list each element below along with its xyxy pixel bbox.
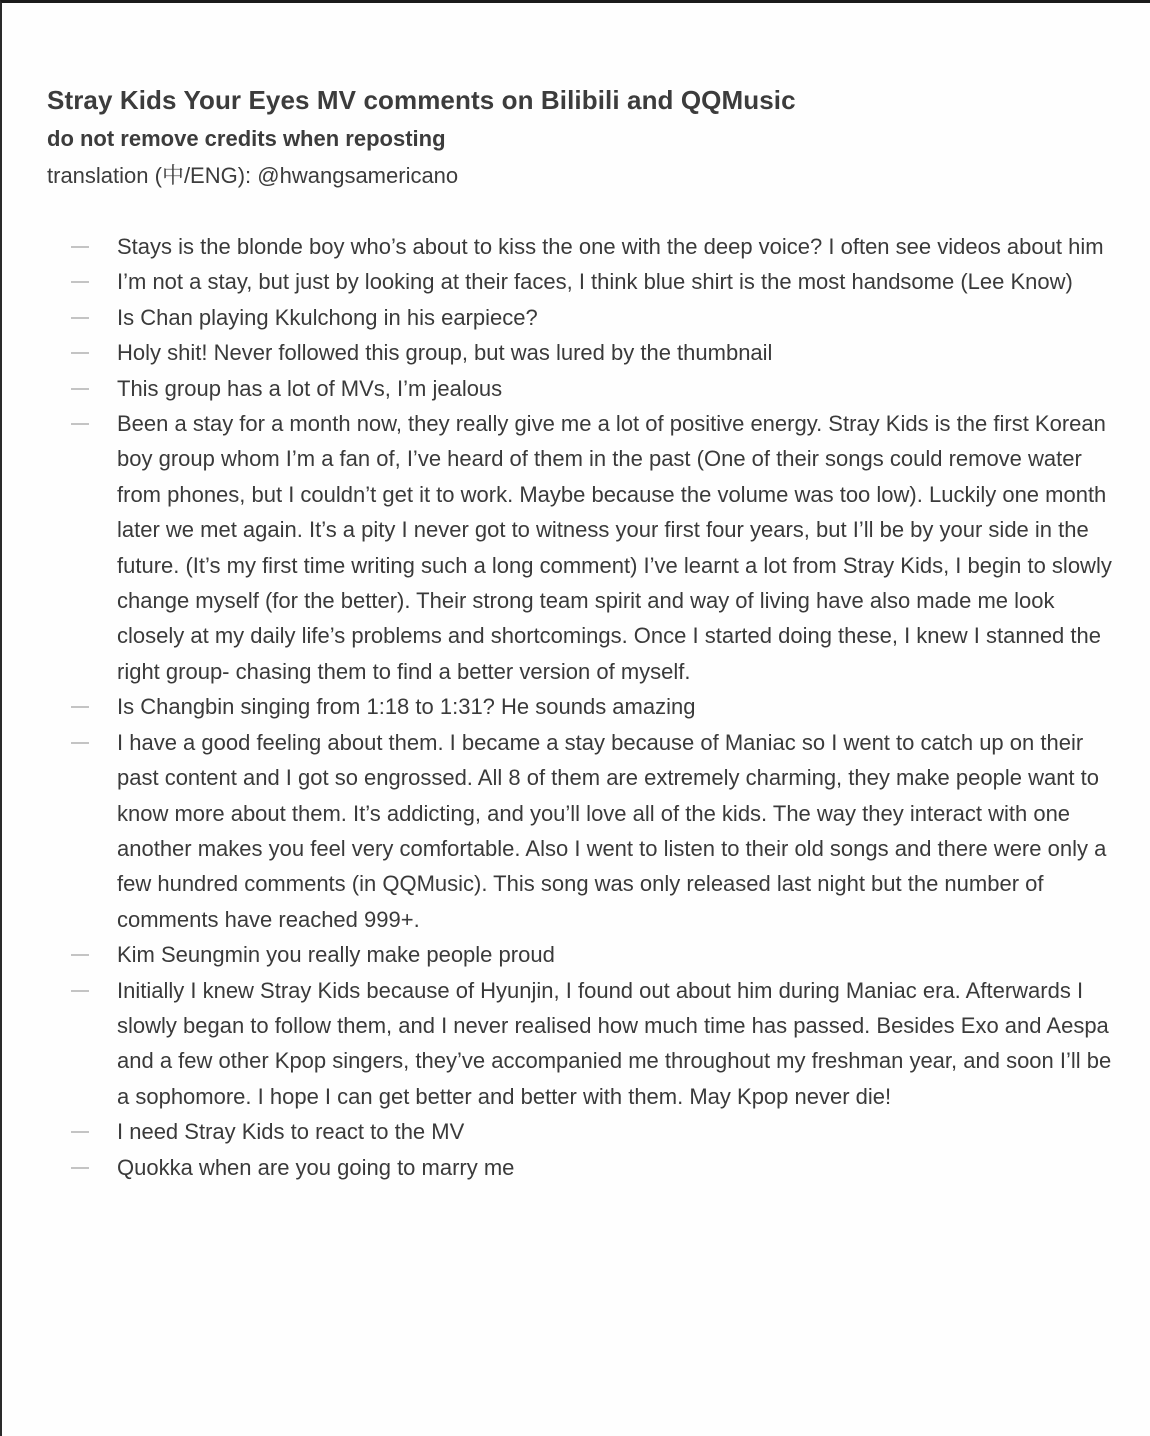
note-title: Stray Kids Your Eyes MV comments on Bilibili and QQMusic <box>47 85 796 115</box>
dash-bullet-icon <box>71 388 89 390</box>
comment-text: Holy shit! Never followed this group, but was lured by the thumbnail <box>117 340 773 366</box>
dash-bullet-icon <box>71 706 89 708</box>
comment-item <box>47 937 1117 972</box>
comment-item <box>47 725 1117 937</box>
dash-bullet-icon <box>71 281 89 283</box>
dash-bullet-icon <box>71 742 89 744</box>
comment-text: Is Chan playing Kkulchong in his earpiece? <box>117 304 538 330</box>
dash-bullet-icon <box>71 1131 89 1133</box>
comment-text: This group has a lot of MVs, I’m jealous <box>117 375 503 401</box>
dash-bullet-icon <box>71 246 89 248</box>
comment-item <box>47 371 1117 406</box>
comment-item <box>47 1114 1117 1149</box>
comment-text: I need Stray Kids to react to the MV <box>117 1119 465 1145</box>
comment-text: Is Changbin singing from 1:18 to 1:31? He sounds amazing <box>117 694 696 720</box>
note-subtitle: do not remove credits when reposting <box>47 126 446 151</box>
comment-text: Initially I knew Stray Kids because of Hyunjin, I found out about him during Maniac era. Afterwards I slowly began to follow them, and I never realised how much time has passed. Besides Exo and Aespa and a few other Kpop singers, they’ve accompanied me throughout my freshman year, and soon I’ll be a sophomore. I hope I can get better and better with them. May Kpop never die! <box>117 977 1112 1109</box>
comment-item <box>47 689 1117 724</box>
comment-text: Quokka when are you going to marry me <box>117 1154 515 1180</box>
comment-item <box>47 335 1117 370</box>
comment-text: I’m not a stay, but just by looking at their faces, I think blue shirt is the most handsome (Lee Know) <box>117 269 1073 295</box>
dash-bullet-icon <box>71 1167 89 1169</box>
dash-bullet-icon <box>71 954 89 956</box>
comment-text: Been a stay for a month now, they really give me a lot of positive energy. Stray Kids is the first Korean boy group whom I’m a fan of, I’ve heard of them in the past (One of their songs could remove water from phones, but I couldn’t get it to work. Maybe because the volume was too low). Luckily one month later we met again. It’s a pity I never got to witness your first four years, but I’ll be by your side in the future. (It’s my first time writing such a long comment) I’ve learnt a lot from Stray Kids, I begin to slowly change myself (for the better). Their strong team spirit and way of living have also made me look closely at my daily life’s problems and shortcomings. Once I started doing these, I knew I stanned the right group- chasing them to find a better version of myself. <box>117 411 1112 684</box>
comment-item <box>47 406 1117 689</box>
comment-item <box>47 1150 1117 1185</box>
comment-item <box>47 300 1117 335</box>
comment-list <box>47 229 1117 1185</box>
translation-credit: translation (中/ENG): @hwangsamericano <box>47 163 459 188</box>
dash-bullet-icon <box>71 990 89 992</box>
dash-bullet-icon <box>71 423 89 425</box>
comment-item <box>47 973 1117 1115</box>
comment-item <box>47 264 1117 299</box>
note-body <box>47 81 1117 1185</box>
comment-text: I have a good feeling about them. I became a stay because of Maniac so I went to catch up on their past content and I got so engrossed. All 8 of them are extremely charming, they make people want to know more about them. It’s addicting, and you’ll love all of the kids. The way they interact with one another makes you feel very comfortable. Also I went to listen to their old songs and there were only a few hundred comments (in QQMusic). This song was only released last night but the number of comments have reached 999+. <box>117 729 1107 932</box>
comment-text: Kim Seungmin you really make people proud <box>117 942 555 968</box>
comment-item <box>47 229 1117 264</box>
dash-bullet-icon <box>71 352 89 354</box>
dash-bullet-icon <box>71 317 89 319</box>
comment-text: Stays is the blonde boy who’s about to kiss the one with the deep voice? I often see videos about him <box>117 234 1104 259</box>
